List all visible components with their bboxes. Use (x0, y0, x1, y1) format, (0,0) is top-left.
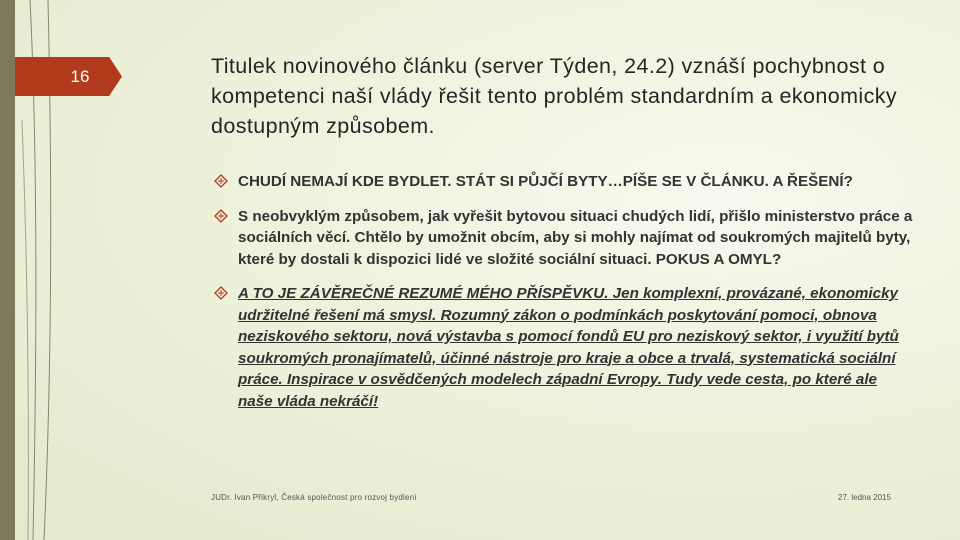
bullet-list (213, 171, 913, 425)
slide-title: Titulek novinového článku (server Týden, 24.2) vznáší pochybnost o kompetenci naší vlády řešit tento problém standardním a ekonomicky dostupným způsobem. (211, 54, 898, 138)
bullet-item (213, 283, 913, 412)
bullet-text: A TO JE ZÁVĚREČNÉ REZUMÉ MÉHO PŘÍSPĚVKU. Jen komplexní, provázané, ekonomicky udržitelné řešení má smysl. Rozumný zákon o podmínkách poskytování pomoci, obnova neziskového sektoru, nová výstavba s pomocí fondů EU pro neziskový sektor, i využití bytů soukromých pronajímatelů, účinné nástroje pro kraje a obce a trvalá, systematická sociální práce. Inspirace v osvědčených modelech západní Evropy. Tudy vede cesta, po které ale naše vláda nekráčí! (238, 285, 899, 410)
footer-author: JUDr. Ivan Přikryl, Česká společnost pro rozvoj bydlení (211, 493, 417, 502)
bullet-item (213, 206, 913, 271)
bullet-text: S neobvyklým způsobem, jak vyřešit bytovou situaci chudých lidí, přišlo ministerstvo práce a sociálních věcí. Chtělo by umožnit obcím, aby si mohly najímat od soukromých majitelů byty, které by dostali k dispozici lidé ve složité sociální situaci. POKUS A OMYL? (238, 207, 913, 268)
bullet-item (213, 171, 913, 193)
diamond-arrow-icon (214, 286, 228, 300)
slide-number: 16 (70, 67, 90, 86)
bullet-text: CHUDÍ NEMAJÍ KDE BYDLET. STÁT SI PŮJČÍ BYTY…PÍŠE SE V ČLÁNKU. A ŘEŠENÍ? (238, 173, 853, 190)
diamond-arrow-icon (214, 209, 228, 223)
diamond-arrow-icon (214, 174, 228, 188)
footer-date: 27. ledna 2015 (838, 493, 891, 502)
